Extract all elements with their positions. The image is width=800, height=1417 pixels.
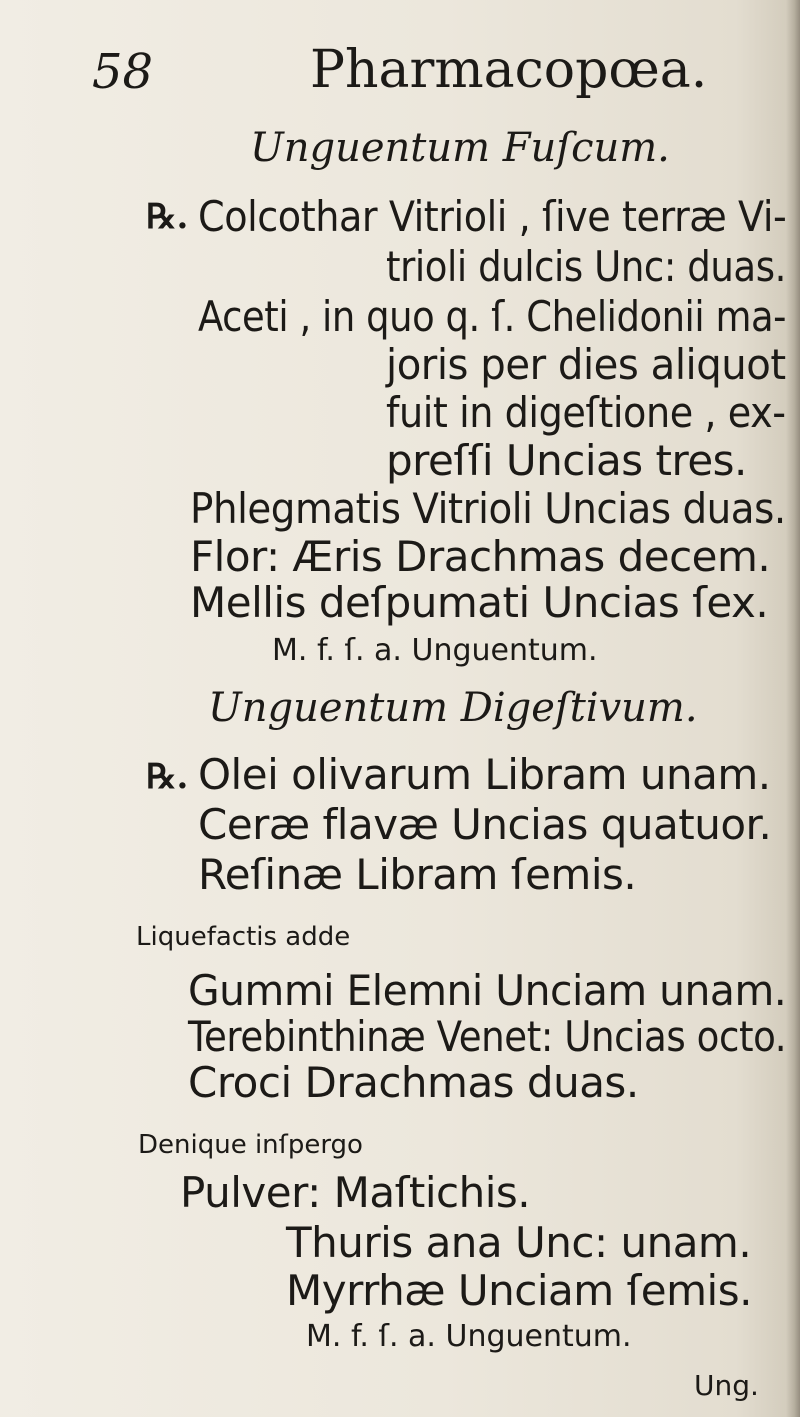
recipe-line: Aceti , in quo q. ſ. Chelidonii ma-: [198, 292, 787, 341]
page-edge-shadow: [786, 0, 800, 1417]
instruction-text: Liquefactis adde: [136, 922, 351, 952]
recipe-closing: M. f. ſ. a. Unguentum.: [306, 1319, 632, 1354]
instruction-text: Denique inſpergo: [138, 1130, 363, 1160]
recipe-line: Ceræ flavæ Uncias quatuor.: [198, 800, 772, 849]
recipe-line: Reſinæ Libram ſemis.: [198, 850, 637, 899]
recipe-line: Flor: Æris Drachmas decem.: [190, 532, 771, 581]
recipe-mark: ℞.: [146, 197, 189, 237]
recipe-line: Myrrhæ Unciam ſemis.: [286, 1266, 752, 1315]
page-number: 58: [92, 44, 154, 100]
section-title-unguentum-digestivum: Unguentum Digeſtivum.: [208, 685, 698, 731]
recipe-line: Croci Drachmas duas.: [188, 1058, 639, 1107]
recipe-line: trioli dulcis Unc: duas.: [386, 242, 786, 291]
recipe-line: Mellis deſpumati Uncias ſex.: [190, 578, 769, 627]
recipe-line: Phlegmatis Vitrioli Uncias duas.: [190, 484, 786, 533]
recipe-mark: ℞.: [146, 757, 189, 797]
recipe-line: preſſi Uncias tres.: [386, 436, 747, 485]
recipe-line: Terebinthinæ Venet: Uncias octo.: [188, 1012, 787, 1061]
running-title: Pharmacopœa.: [310, 40, 708, 100]
recipe-line: joris per dies aliquot: [386, 340, 786, 389]
catchword: Ung.: [694, 1369, 759, 1402]
recipe-closing: M. f. ſ. a. Unguentum.: [272, 633, 598, 668]
recipe-line: Gummi Elemni Unciam unam.: [188, 966, 787, 1015]
recipe-line: Pulver: Maſtichis.: [180, 1168, 531, 1217]
recipe-line: fuit in digeſtione , ex-: [386, 388, 786, 437]
recipe-line: Colcothar Vitrioli , ſive terræ Vi-: [198, 192, 787, 241]
section-title-unguentum-fuscum: Unguentum Fuſcum.: [250, 125, 670, 171]
recipe-line: Thuris ana Unc: unam.: [286, 1218, 752, 1267]
recipe-line: Olei olivarum Libram unam.: [198, 750, 771, 799]
